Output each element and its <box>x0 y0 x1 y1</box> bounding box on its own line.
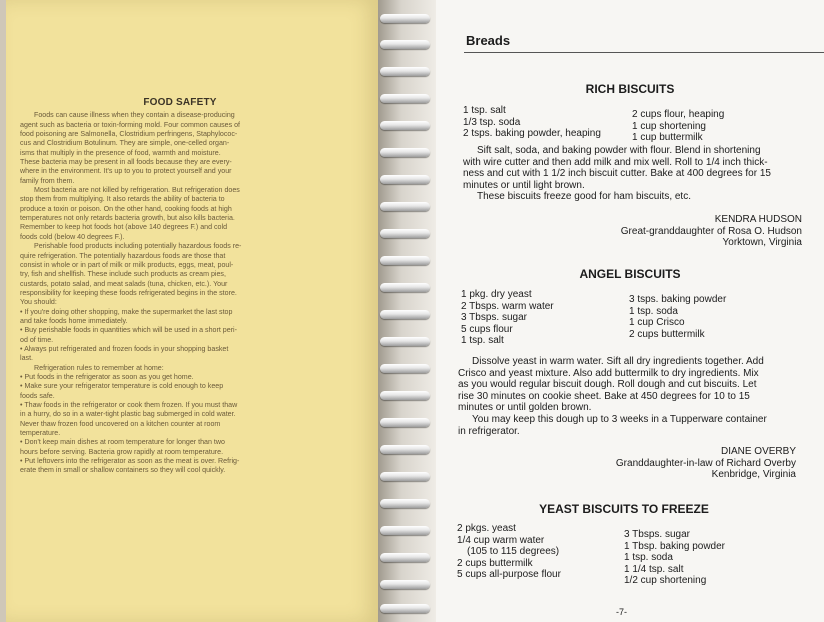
ingredient: (105 to 115 degrees) <box>467 546 560 557</box>
ingredient: 1 tsp. soda <box>629 305 678 317</box>
binding-ring <box>380 175 430 184</box>
refrigeration-paragraph <box>20 186 340 242</box>
ingredient: 1 pkg. dry yeast <box>461 289 532 300</box>
section-title: Breads <box>466 33 511 48</box>
contributor-relation: Great-granddaughter of Rosa O. Hudson <box>620 225 802 237</box>
text-line: hours before serving. Bacteria grow rapidly at room temperature. <box>20 447 224 456</box>
text-line: responsibility for keeping these foods refrigerated begins in the store. <box>20 288 237 297</box>
text-line: Foods can cause illness when they contain a disease-producing <box>34 111 235 120</box>
text-line: and take foods home immediately. <box>20 316 128 325</box>
binding-ring <box>380 391 430 400</box>
ingredient: 1 tsp. salt <box>461 335 504 346</box>
text-line: You should: <box>20 298 57 307</box>
binding-ring <box>380 526 430 535</box>
text-line: isms that multiply in the presence of food, warmth and moisture. <box>20 148 221 157</box>
bullet-line: • Always put refrigerated and frozen foods in your shopping basket <box>20 344 229 353</box>
bullet-line: • Buy perishable foods in quantities which will be used in a short peri- <box>20 326 237 335</box>
spiral-binding <box>378 0 436 622</box>
text-line: with wire cutter and then add milk and mix well. Roll to 1/4 inch thick- <box>463 156 768 168</box>
ingredient: 3 tsps. baking powder <box>629 294 727 305</box>
page-number: -7- <box>616 607 627 617</box>
text-line: These biscuits freeze good for ham biscuits, etc. <box>477 191 691 203</box>
binding-ring <box>380 553 430 562</box>
text-line: in a hurry, do so in a water-tight plastic bag submerged in cold water. <box>20 410 236 419</box>
text-line: last. <box>20 354 34 363</box>
ingredient: 1/4 cup warm water <box>457 534 545 546</box>
binding-ring <box>380 256 430 265</box>
text-line: minutes or until golden brown. <box>458 402 592 414</box>
ingredient: 1 1/4 tsp. salt <box>624 563 684 575</box>
ingredient: 3 Tbsps. sugar <box>461 312 527 323</box>
binding-ring <box>380 229 430 238</box>
ingredient: 2 cups buttermilk <box>629 328 705 340</box>
text-line: Sift salt, soda, and baking powder with flour. Blend in shortening <box>477 145 761 156</box>
food-safety-article <box>20 98 340 476</box>
binding-ring <box>380 499 430 508</box>
ingredient: 2 cups buttermilk <box>457 557 533 569</box>
binding-ring <box>380 121 430 130</box>
text-line: foods cold (below 40 degrees F.). <box>20 232 125 241</box>
binding-ring <box>380 472 430 481</box>
ingredient: 1/3 tsp. soda <box>463 116 521 128</box>
text-line: family from them. <box>20 176 75 185</box>
text-line: Most bacteria are not killed by refrigeration. But refrigeration does <box>34 186 240 195</box>
binding-ring <box>380 283 430 292</box>
binding-ring <box>380 67 430 76</box>
text-line: quire refrigeration. The potentially hazardous foods are those that <box>20 251 226 260</box>
ingredient: 1 Tbsp. baking powder <box>624 540 725 552</box>
text-line: You may keep this dough up to 3 weeks in a Tupperware container <box>472 413 767 425</box>
bullet-line: • Thaw foods in the refrigerator or cook them frozen. If you must thaw <box>20 401 238 409</box>
binding-ring <box>380 94 430 103</box>
rules-paragraph <box>20 364 340 476</box>
ingredients-left <box>461 289 554 347</box>
contributor-name: KENDRA HUDSON <box>714 214 802 225</box>
ingredient: 2 pkgs. yeast <box>457 523 516 534</box>
right-page <box>436 0 824 622</box>
text-line: ness and cut with 1 1/2 inch biscuit cutter. Bake at 400 degrees for 15 <box>463 168 771 180</box>
binding-ring <box>380 580 430 589</box>
contributor-relation: Granddaughter-in-law of Richard Overby <box>615 457 796 469</box>
intro-paragraph <box>20 111 340 186</box>
recipe-credit <box>621 214 802 249</box>
text-line: cus and Clostridium Botulinum. They are simple, one-celled organ- <box>20 139 230 148</box>
text-line: Remember to keep hot foods hot (above 140 degrees F.) and cold <box>20 223 228 232</box>
text-line: Never thaw frozen food uncovered on a kitchen counter at room <box>20 419 221 428</box>
bullet-line: • Put leftovers into the refrigerator as soon as the meat is over. Refrig- <box>20 457 240 466</box>
text-line: rise 30 minutes on cookie sheet. Bake at 450 degrees for 10 to 15 <box>458 390 750 402</box>
text-line: These bacteria may be present in all foods because they are every- <box>20 158 232 167</box>
recipe-instructions <box>463 145 813 203</box>
perishable-paragraph <box>20 242 340 363</box>
binding-ring <box>380 14 430 23</box>
text-line: in refrigerator. <box>458 425 520 437</box>
ingredient: 3 Tbsps. sugar <box>624 529 690 540</box>
ingredient: 1 cup Crisco <box>629 317 685 328</box>
ingredient: 2 cups flour, heaping <box>632 109 725 120</box>
recipe-title: ANGEL BISCUITS <box>579 267 681 281</box>
text-line: food poisoning are Salmonella, Clostridium perfringens, Staphylococ- <box>20 130 238 139</box>
bullet-line: • Make sure your refrigerator temperature is cold enough to keep <box>20 382 224 391</box>
bullet-line: • Put foods in the refrigerator as soon as you get home. <box>20 372 194 381</box>
text-line: stop them from multiplying. It also retards the ability of bacteria to <box>20 195 225 204</box>
binding-ring <box>380 364 430 373</box>
text-line: minutes or until light brown. <box>463 179 585 191</box>
ingredient: 1 cup buttermilk <box>632 132 703 143</box>
text-line: Crisco and yeast mixture. Also add buttermilk to dry ingredients. Mix <box>458 367 759 379</box>
ingredient: 2 tsps. baking powder, heaping <box>463 128 601 139</box>
text-line: erate them in small or shallow containers so they will cool quickly. <box>20 466 226 475</box>
recipe-credit <box>616 446 796 481</box>
binding-ring <box>380 202 430 211</box>
binding-ring <box>380 604 430 613</box>
ingredients-right <box>624 529 725 587</box>
recipe-title: YEAST BISCUITS TO FREEZE <box>539 502 709 516</box>
ingredient: 5 cups all-purpose flour <box>457 569 561 580</box>
recipe-instructions <box>458 356 808 437</box>
text-line: consist in whole or in part of milk or milk products, eggs, meat, poul- <box>20 260 234 269</box>
text-line: produce a toxin or poison. On the other hand, cooking foods at high <box>20 204 232 213</box>
text-line: Refrigeration rules to remember at home: <box>34 363 164 372</box>
left-page <box>6 0 378 622</box>
ingredients-right <box>629 294 726 340</box>
ingredient: 2 Tbsps. warm water <box>461 300 554 312</box>
ingredient: 5 cups flour <box>461 323 513 335</box>
bullet-line: • Don't keep main dishes at room temperature for longer than two <box>20 438 225 447</box>
contributor-location: Yorktown, Virginia <box>722 237 802 248</box>
ingredient: 1 tsp. soda <box>624 552 673 563</box>
ingredient: 1 cup shortening <box>632 120 706 132</box>
text-line: foods safe. <box>20 391 55 400</box>
recipe-title: RICH BISCUITS <box>585 82 675 96</box>
text-line: try, fish and shellfish. These include such products as cream pies, <box>20 270 226 279</box>
contributor-name: DIANE OVERBY <box>720 446 796 457</box>
ingredients-right <box>632 109 724 144</box>
food-safety-title: FOOD SAFETY <box>143 97 217 108</box>
text-line: temperatures not only retards bacteria growth, but also kills bacteria. <box>20 214 235 223</box>
contributor-location: Kenbridge, Virginia <box>711 469 796 480</box>
text-line: temperature. <box>20 429 61 438</box>
ingredients-left <box>457 523 561 581</box>
text-line: agent such as bacteria or toxin-forming mold. Four common causes of <box>20 120 241 129</box>
binding-ring <box>380 310 430 319</box>
ingredients-left <box>463 105 601 140</box>
binding-ring <box>380 337 430 346</box>
bullet-line: • If you're doing other shopping, make the supermarket the last stop <box>20 307 233 316</box>
binding-ring <box>380 40 430 49</box>
text-line: Perishable food products including potentially hazardous foods re- <box>34 242 242 251</box>
text-line: custards, potato salad, and meat salads (tuna, chicken, etc.). Your <box>20 279 228 288</box>
binding-ring <box>380 445 430 454</box>
section-divider <box>464 52 824 53</box>
text-line: Dissolve yeast in warm water. Sift all dry ingredients together. Add <box>472 356 764 367</box>
text-line: as you would regular biscuit dough. Roll dough and cut biscuits. Let <box>458 379 757 391</box>
text-line: od of time. <box>20 335 54 344</box>
ingredient: 1/2 cup shortening <box>624 575 707 586</box>
ingredient: 1 tsp. salt <box>463 105 506 116</box>
text-line: where in the environment. It's up to you to protect yourself and your <box>20 167 232 176</box>
binding-ring <box>380 418 430 427</box>
binding-ring <box>380 148 430 157</box>
